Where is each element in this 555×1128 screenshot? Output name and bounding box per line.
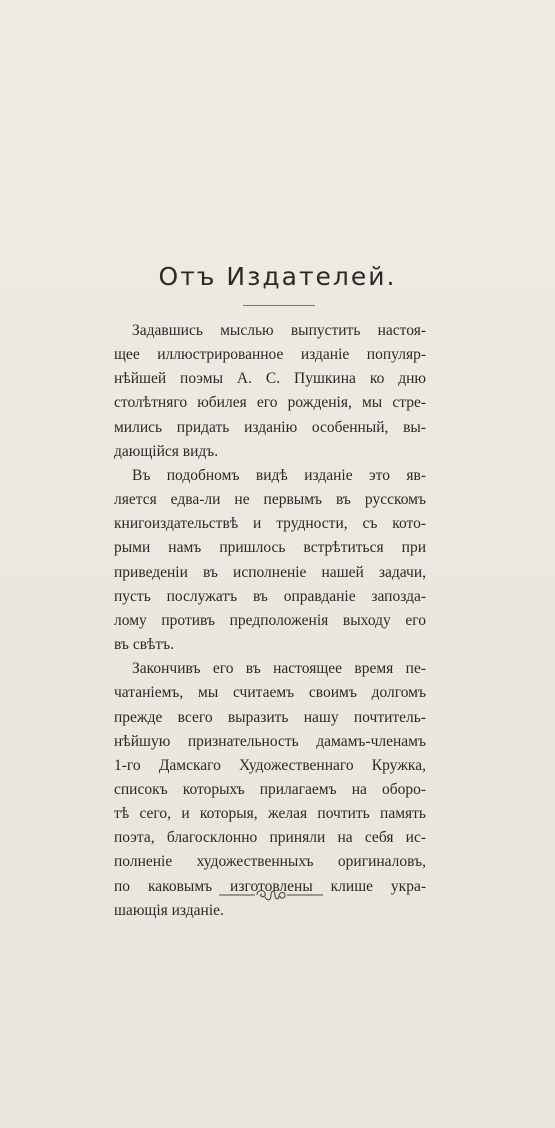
text-line: книгоиздательствѣ и трудности, съ кото- xyxy=(114,515,426,533)
text-line: Закончивъ его въ настоящее время пе- xyxy=(132,660,426,678)
text-line: Въ подобномъ видѣ изданіе это яв- xyxy=(132,466,426,484)
text-line: 1-го Дамскаго Художественнаго Кружка, xyxy=(114,756,426,774)
text-line: тѣ сего, и которыя, желая почтить память xyxy=(114,805,426,823)
text-line: мились придать изданію особенный, вы- xyxy=(114,418,426,436)
text-line: дающійся видъ. xyxy=(114,442,219,460)
text-line: пусть послужатъ въ оправданіе запозда- xyxy=(114,587,426,605)
text-line: полненіе художественныхъ оригиналовъ, xyxy=(114,853,426,871)
title-underline-rule xyxy=(243,305,315,306)
text-line: ляется едва-ли не первымъ въ русскомъ xyxy=(114,491,426,509)
text-line: списокъ которыхъ прилагаемъ на оборо- xyxy=(114,780,426,798)
text-line: приведеніи въ исполненіе нашей задачи, xyxy=(114,563,426,581)
page-title: Отъ Издателей. xyxy=(158,262,397,291)
body-text xyxy=(114,319,426,923)
text-line: въ свѣтъ. xyxy=(114,636,175,654)
text-line: щее иллюстрированное изданіе популяр- xyxy=(114,346,426,364)
text-line: столѣтняго юбилея его рожденія, мы стре- xyxy=(114,394,426,412)
text-line: поэта, благосклонно приняли на себя ис- xyxy=(114,829,426,847)
text-line: Задавшись мыслью выпустить настоя- xyxy=(132,322,426,339)
paragraph-3 xyxy=(114,657,426,923)
paragraph-2 xyxy=(114,464,426,657)
text-line: прежде всего выразить нашу почтитель- xyxy=(114,708,426,726)
text-line: нѣйшую признательность дамамъ-членамъ xyxy=(114,732,426,750)
text-line: лому противъ предположенія выходу его xyxy=(114,611,426,629)
text-line: по каковымъ изготовлены клише укра- xyxy=(114,877,426,895)
text-line: нѣйшей поэмы А. С. Пушкина ко дню xyxy=(114,370,426,388)
text-line: чатаніемъ, мы считаемъ своимъ долгомъ xyxy=(114,684,426,702)
scroll-ornament-icon xyxy=(217,886,325,904)
text-line: рыми намъ пришлось встрѣтиться при xyxy=(114,539,426,557)
text-line: шающія изданіе. xyxy=(114,901,224,919)
paragraph-1 xyxy=(114,319,426,464)
